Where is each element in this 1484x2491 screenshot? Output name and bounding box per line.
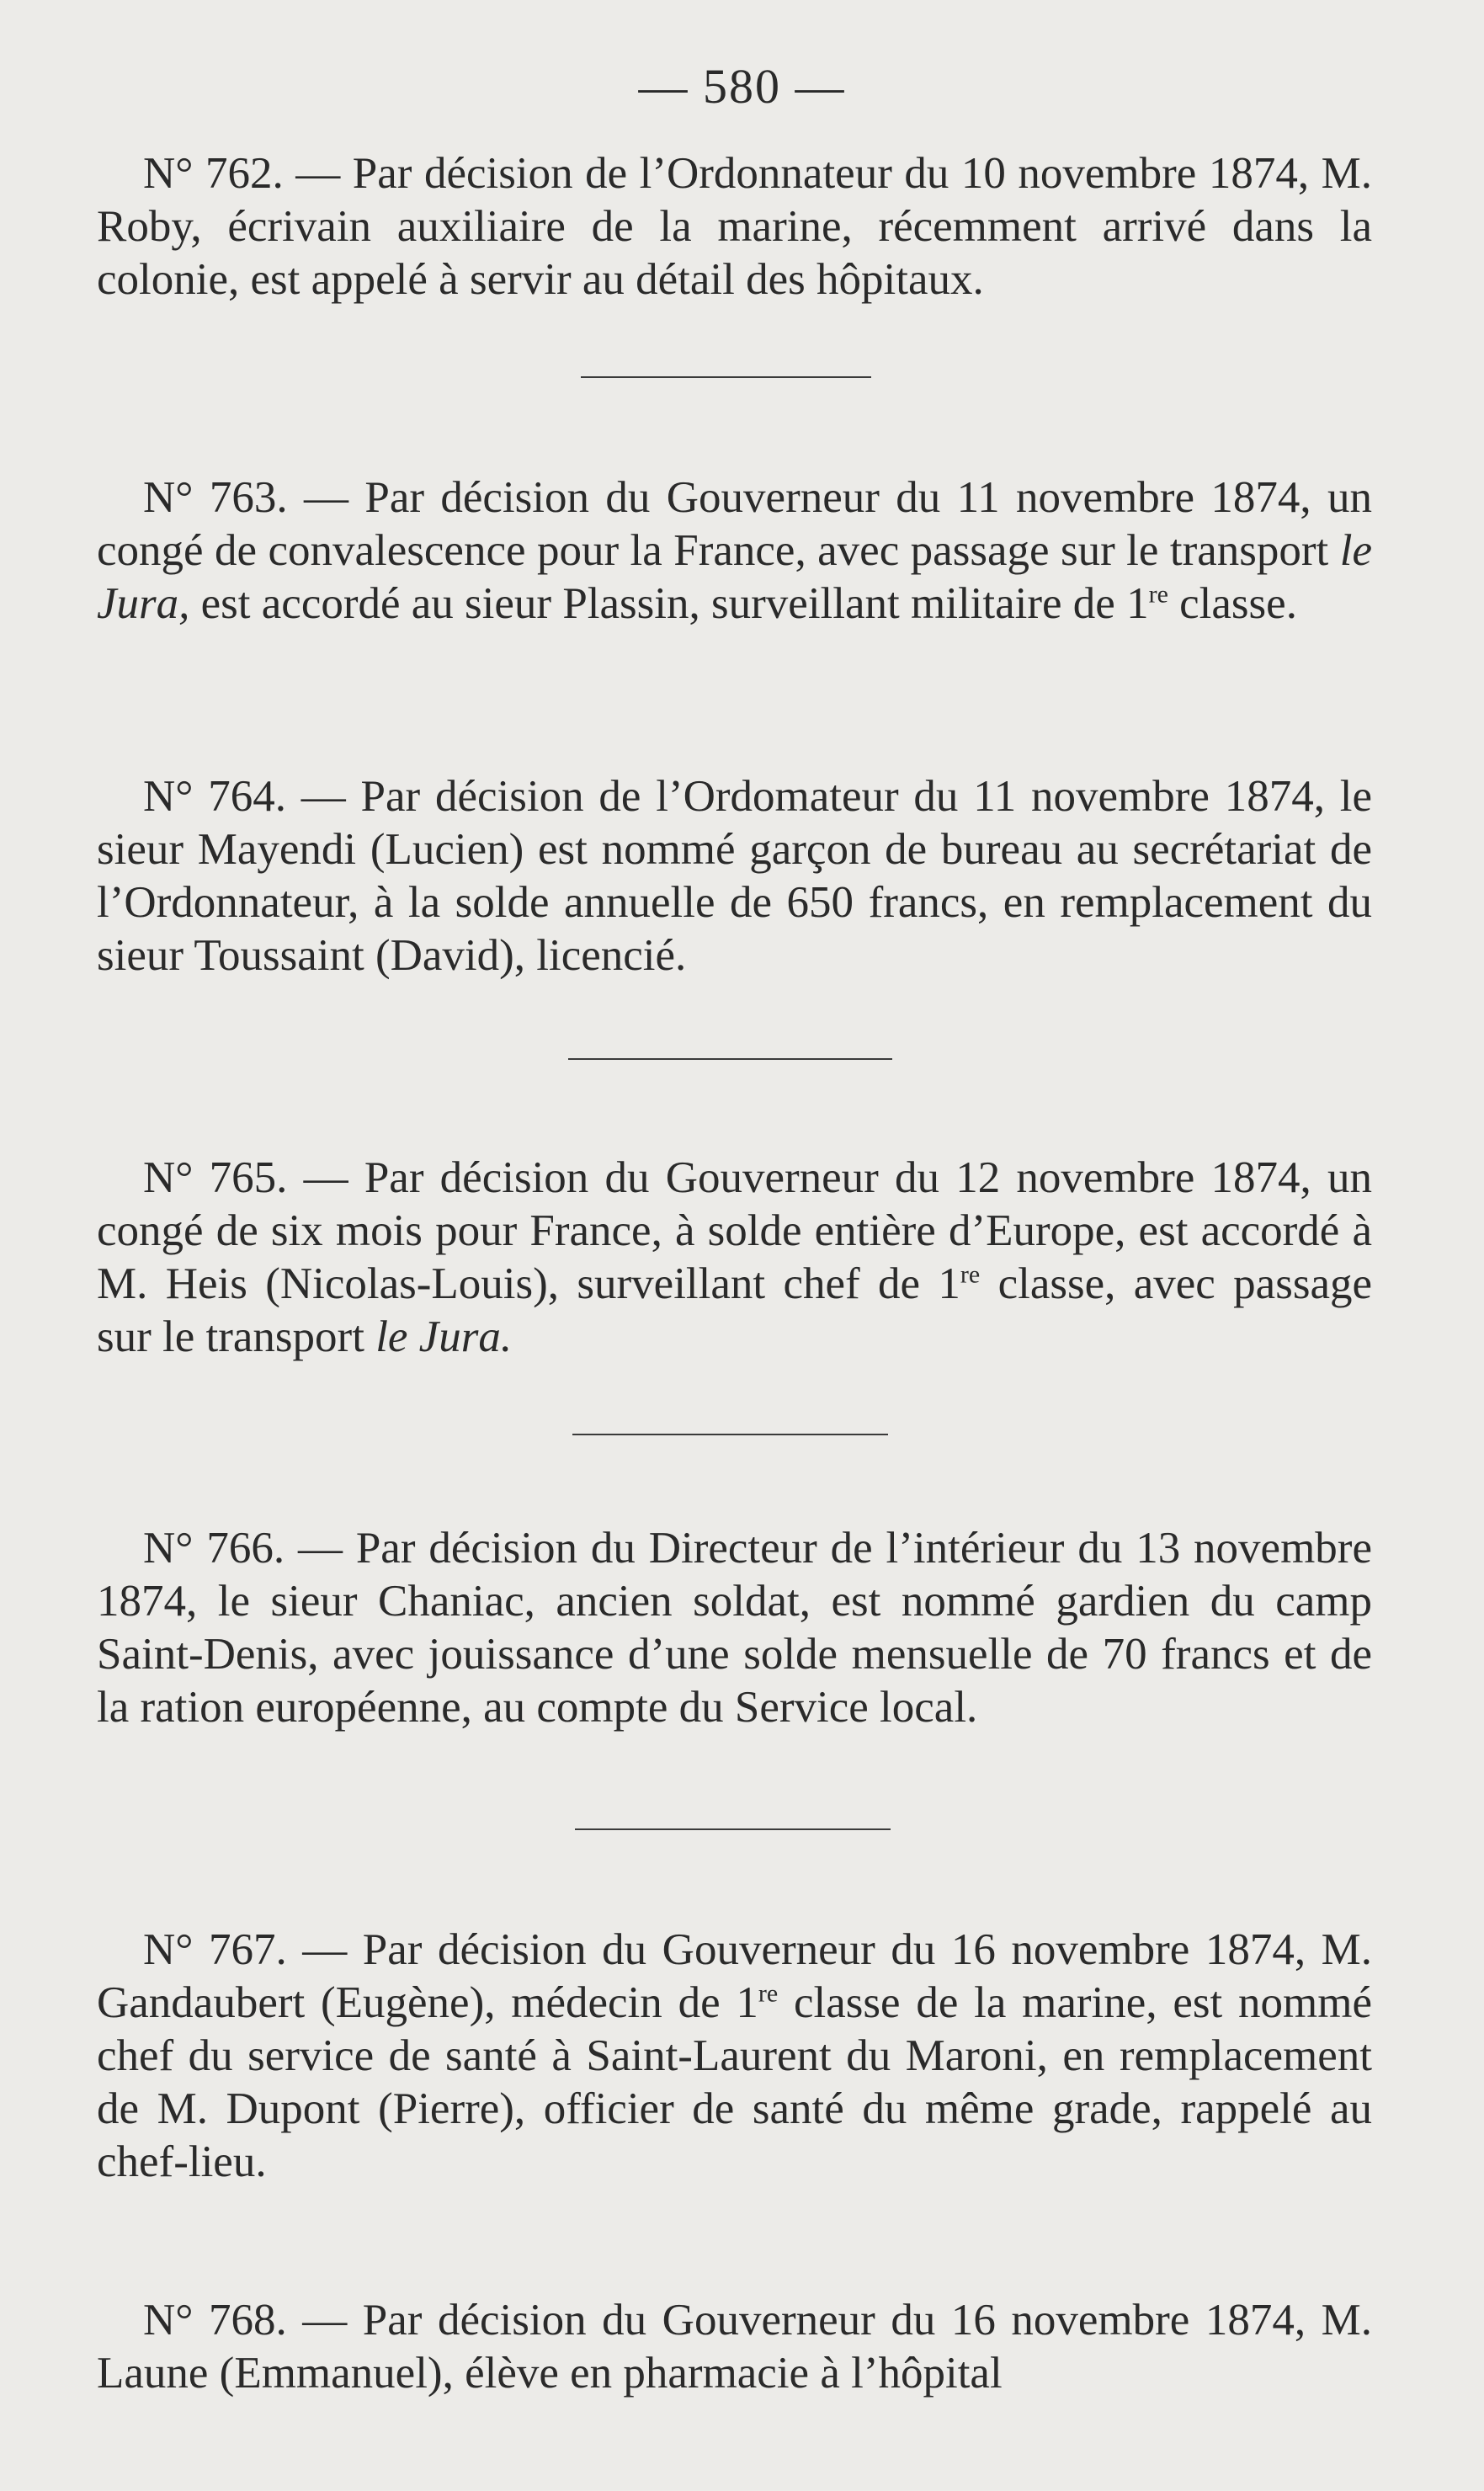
entry-768 <box>97 2294 1372 2400</box>
entry-text: — Par décision du Directeur de l’intérieur du 13 novembre 1874, le sieur Chaniac, ancien soldat, est nommé gardien du camp Saint-Denis, avec jouissance d’une solde mensuelle de 70 francs et de la ration européenne, au compte du Service local. <box>97 1524 1372 1732</box>
ordinal-suffix: re <box>758 1979 779 2008</box>
entry-number: N° 764. <box>143 772 286 821</box>
section-divider <box>568 1058 892 1060</box>
entry-764 <box>97 770 1372 982</box>
entry-number: N° 765. <box>143 1153 288 1202</box>
entry-number: N° 768. <box>143 2296 287 2345</box>
entry-text: — Par décision du Gouverneur du 12 novembre 1874, un congé de six mois pour France, à solde entière d’Europe, est accordé à M. Heis (Nicolas-Louis), surveillant chef de 1 <box>97 1153 1372 1308</box>
entry-766 <box>97 1522 1372 1734</box>
entry-text: — Par décision de l’Ordomateur du 11 novembre 1874, le sieur Mayendi (Lucien) est nommé garçon de bureau au secrétariat de l’Ordonnateur, à la solde annuelle de 650 francs, en remplacement du sieur Toussaint (David), licencié. <box>97 772 1372 980</box>
entry-767 <box>97 1924 1372 2189</box>
ordinal-suffix: re <box>1148 580 1168 609</box>
entry-text: — Par décision du Gouverneur du 16 novembre 1874, M. Gandaubert (Eugène), médecin de 1 <box>97 1925 1372 2027</box>
ship-name: le Jura, <box>97 526 1372 628</box>
entry-text: — Par décision du Gouverneur du 16 novembre 1874, M. Laune (Emmanuel), élève en pharmacie à l’hôpital <box>97 2296 1372 2398</box>
entry-number: N° 767. <box>143 1925 287 1974</box>
section-divider <box>575 1828 891 1830</box>
entry-763 <box>97 471 1372 631</box>
entry-762 <box>97 147 1372 306</box>
entry-text: classe. <box>1168 579 1297 628</box>
section-divider <box>572 1434 888 1435</box>
entry-number: N° 762. <box>143 149 284 198</box>
entry-number: N° 766. <box>143 1524 285 1573</box>
ordinal-suffix: re <box>960 1260 981 1289</box>
entry-text: classe, avec passage sur le transport <box>97 1259 1372 1361</box>
entry-number: N° 763. <box>143 473 288 522</box>
section-divider <box>581 376 871 378</box>
entry-text: — Par décision du Gouverneur du 11 novembre 1874, un congé de convalescence pour la France, avec passage sur le transport <box>97 473 1372 575</box>
entry-765 <box>97 1152 1372 1364</box>
page-number: — 580 — <box>638 59 846 114</box>
entry-text: classe de la marine, est nommé chef du service de santé à Saint-Laurent du Maroni, en remplacement de M. Dupont (Pierre), officier de santé du même grade, rappelé au chef-lieu. <box>97 1978 1372 2186</box>
entry-text: est accordé au sieur Plassin, surveillant militaire de 1 <box>189 579 1149 628</box>
entry-text: — Par décision de l’Ordonnateur du 10 novembre 1874, M. Roby, écrivain auxiliaire de la marine, récemment arrivé dans la colonie, est appelé à servir au détail des hôpitaux. <box>97 149 1372 304</box>
ship-name: le Jura. <box>375 1312 513 1361</box>
